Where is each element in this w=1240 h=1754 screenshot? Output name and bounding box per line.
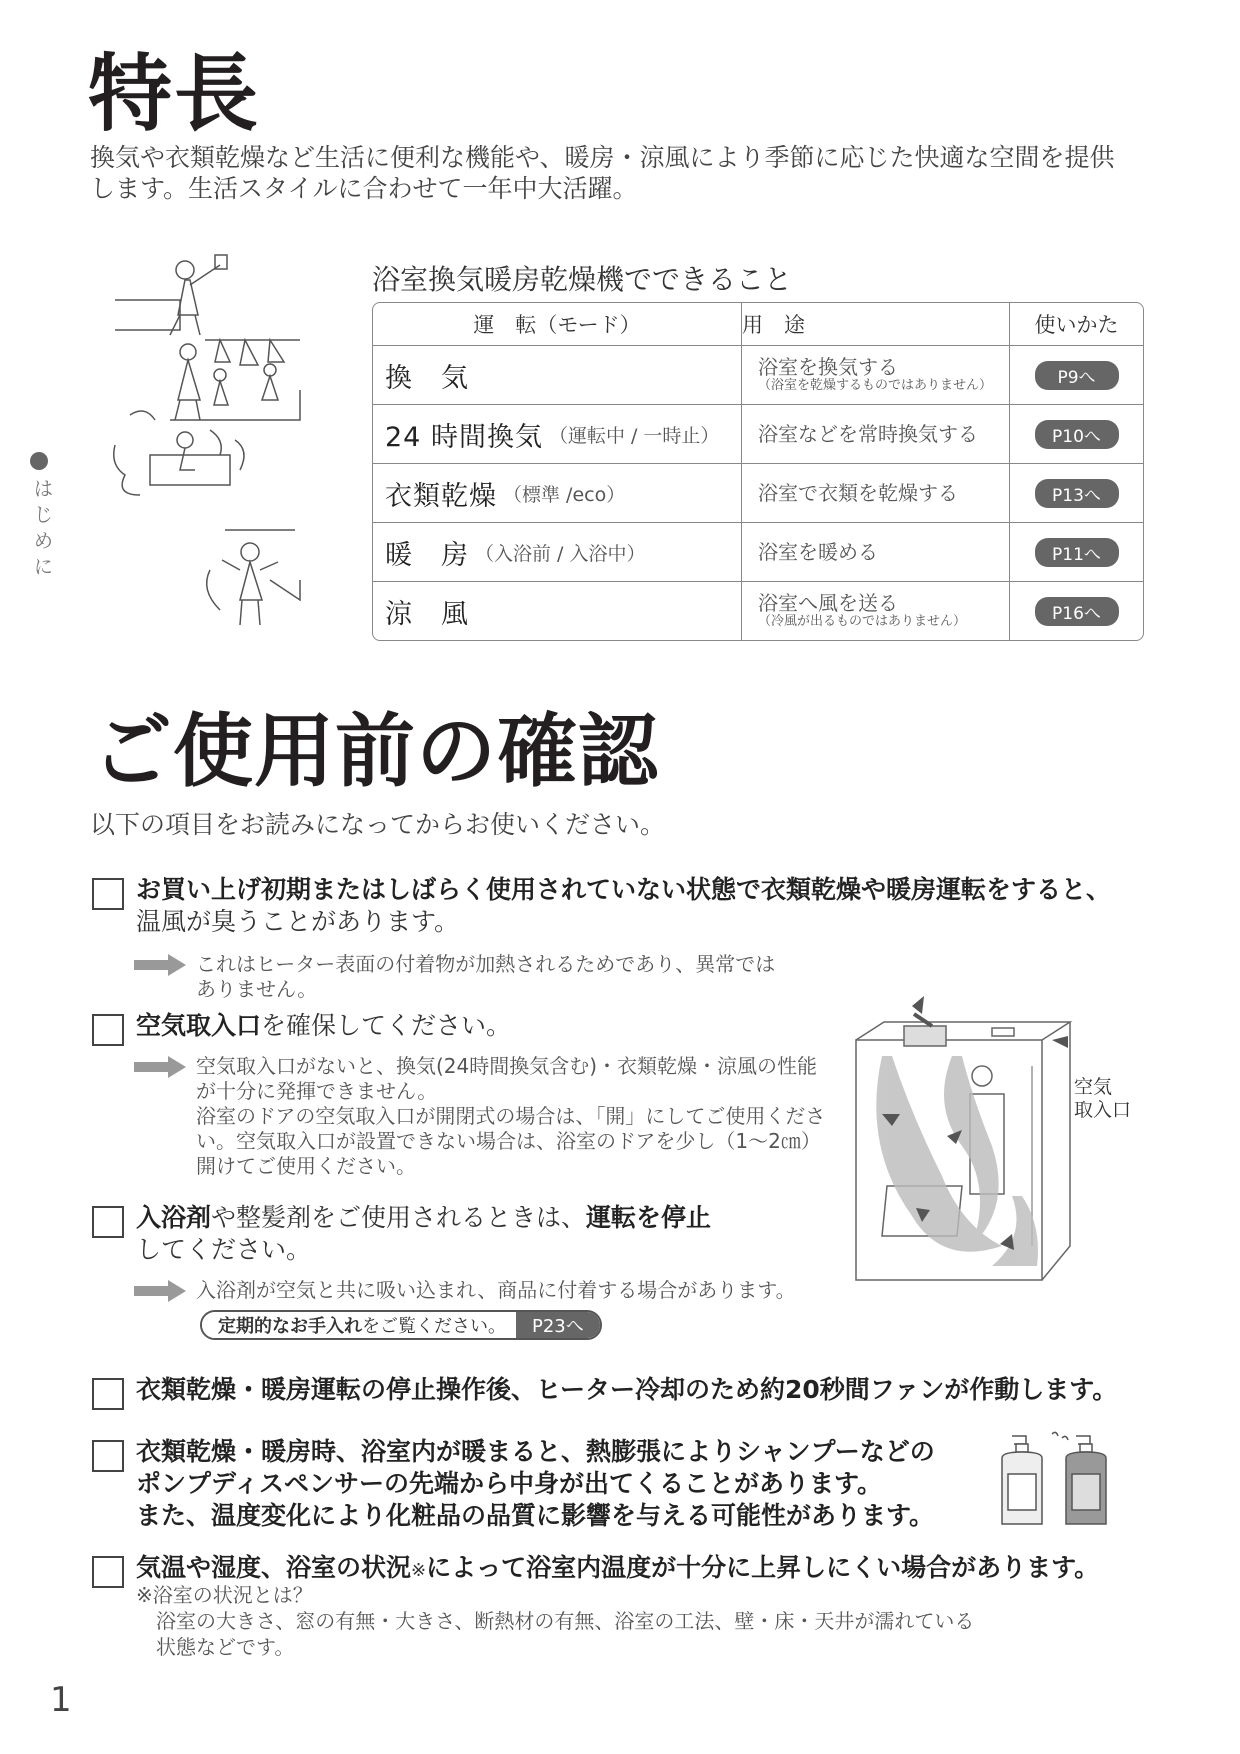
page-cell [1009,346,1143,404]
arrow-right-icon [134,954,186,976]
table-row [373,404,1143,463]
side-tab-label: はじめに [30,478,54,582]
checkbox[interactable] [92,1440,124,1472]
check-item-line: 衣類乾燥・暖房時、浴室内が暖まると、熱膨張によりシャンプーなどの [136,1437,935,1466]
use-cell [741,582,1009,640]
check-item-text [136,1202,836,1266]
check-item [92,1436,992,1546]
check-item-bold: 運転を停止 [586,1203,712,1232]
features-title: 特長 [88,45,261,143]
use-text: 浴室を暖める [758,540,878,564]
note-line: が十分に発揮できません。 [196,1079,438,1103]
page-link[interactable]: P9へ [1035,361,1119,390]
intro-line: 換気や衣類乾燥など生活に便利な機能や、暖房・涼風により季節に応じた快適な空間を提供 [90,143,1115,172]
note-line: 浴室のドアの空気取入口が開閉式の場合は、「開」にしてご使用くださ [196,1104,826,1128]
check-item-line: ポンプディスペンサーの先端から中身が出てくることがあります。 [136,1469,883,1498]
mode-name: 暖 房 [385,539,469,571]
page-cell [1009,523,1143,581]
check-item [92,874,1152,1004]
use-cell [741,464,1009,522]
note-text [196,1054,825,1179]
footnote-block [136,1582,974,1660]
ref-page[interactable]: P23へ [516,1312,600,1338]
features-table [372,302,1144,641]
note-line: い。空気取入口が設置できない場合は、浴室のドアを少し（1～2㎝） [196,1129,821,1153]
page-link[interactable]: P10へ [1035,420,1119,449]
mode-cell [373,405,741,463]
checkbox[interactable] [92,1206,124,1238]
check-item-text [136,1436,996,1532]
table-row [373,581,1143,640]
check-item-bold: によって浴室内温度が十分に上昇しにくい場合があります。 [426,1553,1100,1582]
footnote-mark: ※ [411,1560,427,1581]
use-cell [741,523,1009,581]
confirm-intro: 以下の項目をお読みになってからお使いください。 [90,810,666,839]
page-link[interactable]: P11へ [1035,538,1119,567]
mode-sub: （標準 /eco） [503,483,626,506]
page-cell [1009,582,1143,640]
air-inlet-label [1074,1076,1131,1122]
footnote-title: ※浴室の状況とは？ [136,1583,313,1607]
confirm-title: ご使用前の確認 [92,705,659,798]
page-cell [1009,464,1143,522]
use-cell [741,405,1009,463]
use-text: 浴室で衣類を乾燥する [758,481,958,505]
mode-name: 換 気 [385,362,469,394]
features-intro [90,142,1150,204]
header-usage: 使いかた [1009,303,1143,345]
ref-text [202,1312,516,1338]
note-line: 開けてご使用ください。 [196,1154,416,1178]
mode-cell [373,582,741,640]
checkbox[interactable] [92,1556,124,1588]
table-row [373,345,1143,404]
check-item-line [136,1202,836,1234]
footnote-line: 浴室の大きさ、窓の有無・大きさ、断熱材の有無、浴室の工法、壁・床・天井が濡れている [156,1609,975,1633]
check-item-text: 衣類乾燥・暖房運転の停止操作後、ヒーター冷却のため約20秒間ファンが作動します。 [136,1375,1118,1404]
check-item-line: また、温度変化により化粧品の品質に影響を与える可能性があります。 [136,1501,935,1530]
page-cell [1009,405,1143,463]
note-line: ありません。 [196,977,318,1001]
checkbox[interactable] [92,1014,124,1046]
use-text: 浴室へ風を送る [758,591,898,615]
use-text: 浴室を換気する [758,355,898,379]
header-use: 用 途 [741,303,1009,345]
note-line: 空気取入口がないと、換気(24時間換気含む)・衣類乾燥・涼風の性能 [196,1054,818,1078]
check-item [92,1374,1172,1414]
mode-cell [373,346,741,404]
mode-name: 24 時間換気 [385,421,543,453]
checkbox[interactable] [92,878,124,910]
pump-bottles-illustration [992,1430,1142,1530]
side-tab-dot [30,452,48,470]
page-number: 1 [50,1680,72,1720]
mode-sub: （運転中 / 一時止） [548,424,720,447]
bathroom-airflow-diagram [852,996,1144,1286]
use-text: 浴室などを常時換気する [758,422,978,446]
header-mode: 運 転（モード） [473,313,641,337]
air-inlet-label-line: 取入口 [1074,1099,1132,1121]
check-item-bold: 空気取入口 [136,1011,262,1040]
use-note: （浴室を乾燥するものではありません） [758,378,993,393]
mode-sub: （入浴前 / 入浴中） [475,542,646,565]
check-item-line: してください。 [136,1235,312,1264]
footnote-line: 状態などです。 [156,1635,295,1659]
maintenance-ref-link[interactable] [200,1310,602,1340]
air-inlet-label-line: 空気 [1074,1076,1113,1098]
page-link[interactable]: P16へ [1035,597,1119,626]
check-item-line: お買い上げ初期またはしばらく使用されていない状態で衣類乾燥や暖房運転をすると、 [136,875,1112,904]
side-tab [28,452,54,582]
mode-name: 涼 風 [385,598,469,630]
page-link[interactable]: P13へ [1035,479,1119,508]
ref-rest: をご覧ください。 [362,1316,506,1337]
table-header-row [373,303,1143,345]
table-heading: 浴室換気暖房乾燥機でできること [372,263,793,296]
check-item-bold: 気温や湿度、浴室の状況 [136,1553,412,1582]
use-cell [741,346,1009,404]
check-item-text [136,1010,836,1042]
check-item-rest: を確保してください。 [261,1011,512,1040]
mode-cell [373,523,741,581]
check-item-line: 温風が臭うことがあります。 [136,907,460,936]
arrow-right-icon [134,1280,186,1302]
check-item-bold: 入浴剤 [136,1203,212,1232]
features-illustration [110,240,340,640]
arrow-right-icon [134,1056,186,1078]
ref-bold: 定期的なお手入れ [218,1316,362,1337]
check-item [92,1010,852,1180]
use-note: （冷風が出るものではありません） [758,614,967,629]
intro-line: します。生活スタイルに合わせて一年中大活躍。 [90,174,638,203]
table-row [373,522,1143,581]
check-item-text [136,874,1156,938]
note-line: これはヒーター表面の付着物が加熱されるためであり、異常では [196,952,776,976]
check-item-rest: や整髪剤をご使用されるときは、 [211,1203,587,1232]
check-item [92,1202,852,1342]
mode-name: 衣類乾燥 [385,480,497,512]
note-text: 入浴剤が空気と共に吸い込まれ、商品に付着する場合があります。 [196,1278,796,1302]
table-row [373,463,1143,522]
note-text [196,952,775,1002]
mode-cell [373,464,741,522]
checkbox[interactable] [92,1378,124,1410]
